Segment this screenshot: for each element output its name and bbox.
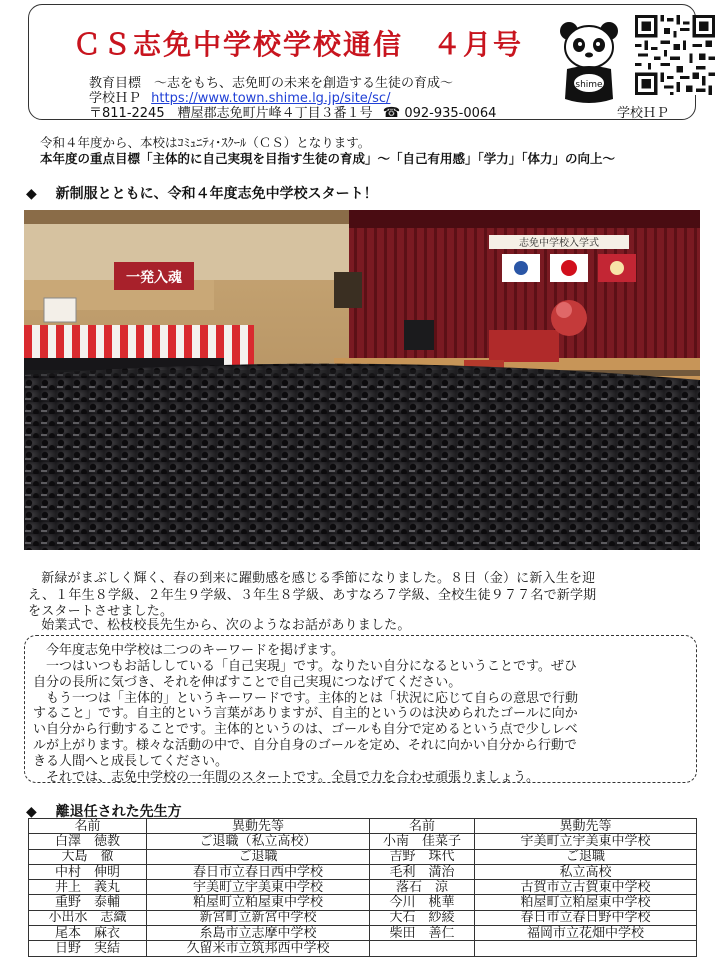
teacher-name: 井上 義丸	[29, 880, 147, 895]
stage-banner-text: 志免中学校入学式	[519, 238, 599, 249]
transfer-destination: 新宮町立新宮中学校	[147, 910, 370, 925]
paragraph-line-4: 始業式で、松枝校長先生から、次のようなお話がありました。	[28, 618, 411, 633]
transfer-destination: 粕屋町立粕屋東中学校	[475, 895, 697, 910]
photo-left-banner-text: 一発入魂	[126, 270, 182, 286]
table-row	[29, 926, 697, 941]
table-row	[29, 910, 697, 925]
speech-line-1: 今年度志免中学校は二つのキーワードを掲げます。	[33, 643, 344, 658]
homepage-label: 学校ＨＰ	[89, 91, 142, 106]
transfer-destination: 糸島市立志摩中学校	[147, 926, 370, 941]
table-row	[29, 941, 697, 956]
transfer-destination: 宇美町立宇美東中学校	[147, 880, 370, 895]
column-header-destination: 異動先等	[475, 819, 697, 834]
transfer-destination: 春日市立春日野中学校	[475, 910, 697, 925]
speech-line-3: 自分の長所に気づき、それを伸ばすことで自己実現につなげてください。	[33, 675, 462, 690]
phone-icon: ☎	[382, 105, 401, 121]
speech-line-6: い自分から行動することです。主体的というのは、ゴールも自分で定めるという点で少しレベ	[33, 722, 578, 737]
qr-code-icon[interactable]	[635, 15, 715, 95]
column-header-destination: 異動先等	[147, 819, 370, 834]
diamond-bullet-icon: ◆	[26, 804, 37, 820]
table-header-row	[29, 819, 697, 834]
teacher-name: 柴田 善仁	[370, 926, 475, 941]
qr-caption: 学校ＨＰ	[617, 106, 670, 121]
column-header-name: 名前	[370, 819, 475, 834]
teacher-name: 落石 涼	[370, 880, 475, 895]
transfer-destination: ご退職	[475, 849, 697, 864]
cs-intro-line: 令和４年度から、本校はｺﾐｭﾆﾃｨ･ｽｸｰﾙ（ＣＳ）となります。	[40, 135, 371, 150]
teacher-name: 重野 泰輔	[29, 895, 147, 910]
transfer-destination: 粕屋町立粕屋東中学校	[147, 895, 370, 910]
table-row	[29, 864, 697, 879]
teacher-name: 尾本 麻衣	[29, 926, 147, 941]
newsletter-title: ＣＳ志免中学校学校通信 ４月号	[73, 28, 524, 61]
education-goal: 教育目標 ～志をもち、志免町の未来を創造する生徒の育成～	[89, 76, 454, 91]
staff-transfer-table	[28, 818, 697, 957]
teacher-name: 日野 実結	[29, 941, 147, 956]
transfer-destination: 古賀市立古賀東中学校	[475, 880, 697, 895]
speech-line-5: すること」です。自主的という言葉がありますが、自主的というのは決められたゴールに向か	[33, 706, 578, 721]
header-box	[28, 4, 696, 120]
paragraph-line-1: 新緑がまぶしく輝く、春の到来に躍動感を感じる季節になりました。８日（金）に新入生を迎	[28, 571, 596, 586]
paragraph-line-2: え、１年生８学級、２年生９学級、３年生８学級、あすなろ７学級、全校生徒９７７名で新学期	[28, 588, 597, 603]
transfer-destination: 春日市立春日西中学校	[147, 864, 370, 879]
speech-line-9: それでは、志免中学校の一年間のスタートです。全員で力を合わせ頑張りましょう。	[33, 770, 539, 785]
speech-line-2: 一つはいつもお話ししている「自己実現」です。なりたい自分になるということです。ぜひ	[33, 659, 577, 674]
transfer-destination	[475, 941, 697, 956]
transfer-destination: ご退職（私立高校）	[147, 834, 370, 849]
paragraph-line-3: をスタートさせました。	[28, 604, 174, 619]
speech-line-8: きる人間へと成長してください。	[33, 754, 229, 769]
transfer-destination: 私立高校	[475, 864, 697, 879]
diamond-bullet-icon: ◆	[26, 186, 37, 202]
table-row	[29, 849, 697, 864]
teacher-name: 吉野 珠代	[370, 849, 475, 864]
mascot-label: shime	[575, 80, 603, 90]
address-line	[89, 102, 670, 121]
section-heading-text: 離退任された先生方	[55, 804, 182, 820]
transfer-destination: 福岡市立花畑中学校	[475, 926, 697, 941]
table-row	[29, 880, 697, 895]
teacher-name: 大島 徹	[29, 849, 147, 864]
teacher-name	[370, 941, 475, 956]
speech-line-4: もう一つは「主体的」というキーワードです。主体的とは「状況に応じて自らの意思で行動	[33, 691, 578, 706]
phone-number: 092-935-0064	[404, 106, 497, 121]
teacher-name: 大石 紗綾	[370, 910, 475, 925]
section-heading-text: 新制服とともに、令和４年度志免中学校スタート！	[55, 186, 378, 202]
teacher-name: 毛利 満治	[370, 864, 475, 879]
transfer-destination: 久留米市立筑邦西中学校	[147, 941, 370, 956]
teacher-name: 白澤 徳教	[29, 834, 147, 849]
table-row	[29, 895, 697, 910]
table-row	[29, 834, 697, 849]
column-header-name: 名前	[29, 819, 147, 834]
teacher-name: 小南 佳菜子	[370, 834, 475, 849]
section-heading-new-term	[26, 183, 378, 203]
teacher-name: 中村 伸明	[29, 864, 147, 879]
principal-speech-box	[24, 635, 697, 783]
homepage-link[interactable]: https://www.town.shime.lg.jp/site/sc/	[151, 91, 391, 106]
priority-goal-line: 本年度の重点目標「主体的に自己実現を目指す生徒の育成」～「自己有用感」「学力」「体力」の向上～	[40, 151, 616, 166]
panda-mascot-icon	[555, 17, 623, 107]
address-text: 〒811-2245 糟屋郡志免町片峰４丁目３番１号	[89, 106, 373, 121]
transfer-destination: ご退職	[147, 849, 370, 864]
teacher-name: 今川 桃華	[370, 895, 475, 910]
teacher-name: 小出水 志織	[29, 910, 147, 925]
transfer-destination: 宇美町立宇美東中学校	[475, 834, 697, 849]
entrance-ceremony-photo	[24, 210, 700, 550]
speech-line-7: ルが上がります。様々な活動の中で、自分自身のゴールを定め、それに向かい自分から行動で	[33, 738, 577, 753]
